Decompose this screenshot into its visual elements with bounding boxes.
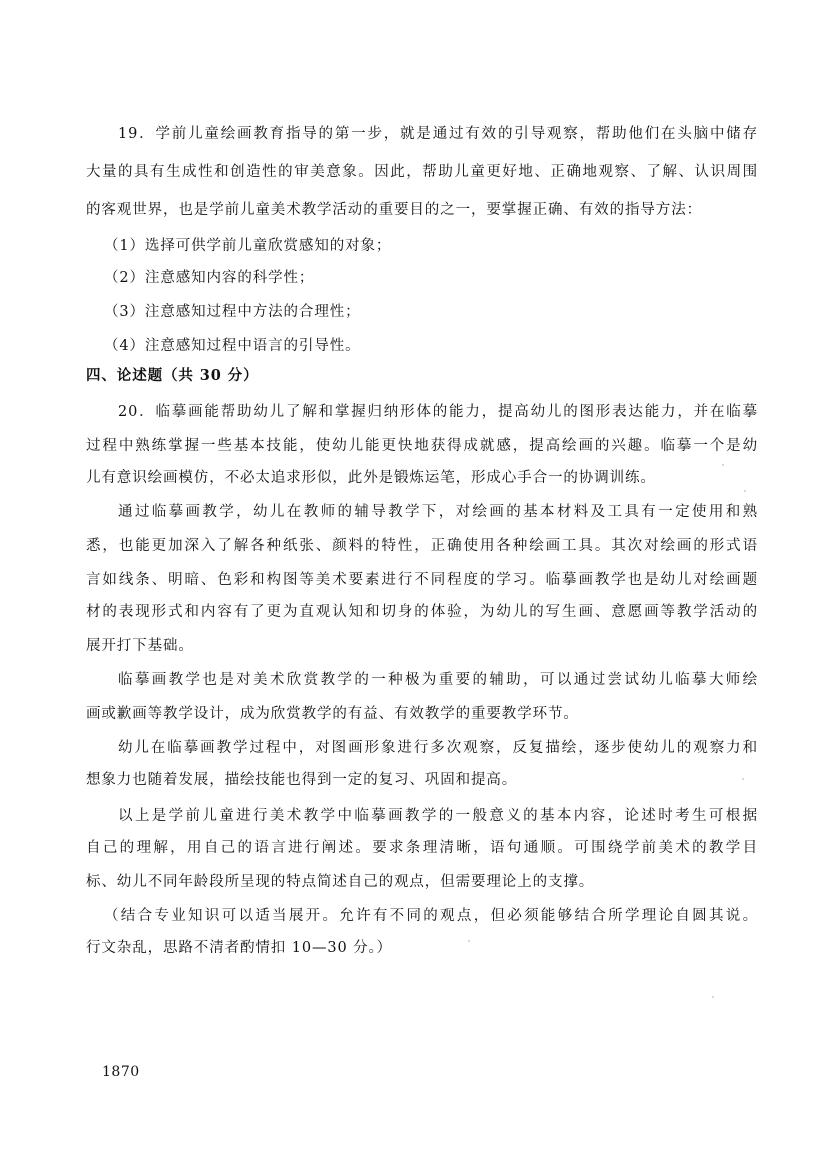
section-heading: 四、论述题（共 30 分） (86, 367, 259, 384)
q20-p5-line-2: 自己的理解，用自己的语言进行阐述。要求条理清晰，语句通顺。可围绕学前美术的教学目 (86, 840, 758, 856)
q19-line-1: 19．学前儿童绘画教育指导的第一步，就是通过有效的引导观察，帮助他们在头脑中储存 (118, 126, 758, 142)
q20-p4-line-1: 幼儿在临摹画教学过程中，对图画形象进行多次观察，反复描绘，逐步使幼儿的观察力和 (118, 740, 758, 756)
q20-p1-line-3: 儿有意识绘画模仿，不必太追求形似，此外是锻炼运笔，形成心手合一的协调训练。 (86, 470, 656, 486)
q20-p2-line-3: 言如线条、明暗、色彩和构图等美术要素进行不同程度的学习。临摹画教学也是幼儿对绘画题 (86, 572, 758, 588)
q19-line-3: 的客观世界，也是学前儿童美术教学活动的重要目的之一，要掌握正确、有效的指导方法： (86, 202, 702, 218)
scan-speck (468, 940, 470, 942)
scan-speck (712, 996, 714, 998)
page-number: 1870 (102, 1064, 140, 1080)
q20-p6-line-2: 行文杂乱，思路不清者酌情扣 10—30 分。） (86, 940, 393, 956)
q20-p2-line-4: 材的表现形式和内容有了更为直观认知和切身的体验，为幼儿的写生画、意愿画等教学活动的 (86, 604, 758, 620)
q19-line-2: 大量的具有生成性和创造性的审美意象。因此，帮助儿童更好地、正确地观察、了解、认识周围 (86, 164, 758, 180)
q20-p5-line-3: 标、幼儿不同年龄段所呈现的特点简述自己的观点，但需要理论上的支撑。 (86, 874, 595, 890)
scan-speck (742, 778, 744, 780)
q19-item-3: （3）注意感知过程中方法的合理性； (104, 304, 361, 320)
q20-p4-line-2: 想象力也随着发展，描绘技能也得到一定的复习、巩固和提高。 (86, 772, 518, 788)
q20-p5-line-1: 以上是学前儿童进行美术教学中临摹画教学的一般意义的基本内容，论述时考生可根据 (118, 808, 758, 824)
q20-p1-line-2: 过程中熟练掌握一些基本技能，使幼儿能更快地获得成就感，提高绘画的兴趣。临摹一个是幼 (86, 438, 758, 454)
scan-speck (744, 490, 746, 492)
q20-p2-line-5: 展开打下基础。 (86, 638, 194, 654)
q19-item-1: （1）选择可供学前儿童欣赏感知的对象； (104, 238, 392, 254)
q19-item-2: （2）注意感知内容的科学性； (104, 270, 315, 286)
q20-p3-line-2: 画或歉画等教学设计，成为欣赏教学的有益、有效教学的重要教学环节。 (86, 706, 579, 722)
scan-speck (722, 464, 724, 466)
q20-p2-line-2: 悉，也能更加深入了解各种纸张、颜料的特性，正确使用各种绘画工具。其次对绘画的形式语 (86, 538, 758, 554)
q20-p3-line-1: 临摹画教学也是对美术欣赏教学的一种极为重要的辅助，可以通过尝试幼儿临摹大师绘 (118, 672, 758, 688)
q19-item-4: （4）注意感知过程中语言的引导性。 (104, 338, 361, 354)
q20-p1-line-1: 20．临摹画能帮助幼儿了解和掌握归纳形体的能力，提高幼儿的图形表达能力，并在临摹 (118, 404, 758, 420)
q20-p6-line-1: （结合专业知识可以适当展开。允许有不同的观点，但必须能够结合所学理论自圆其说。 (104, 908, 758, 924)
q20-p2-line-1: 通过临摹画教学，幼儿在教师的辅导教学下，对绘画的基本材料及工具有一定使用和熟 (118, 504, 758, 520)
